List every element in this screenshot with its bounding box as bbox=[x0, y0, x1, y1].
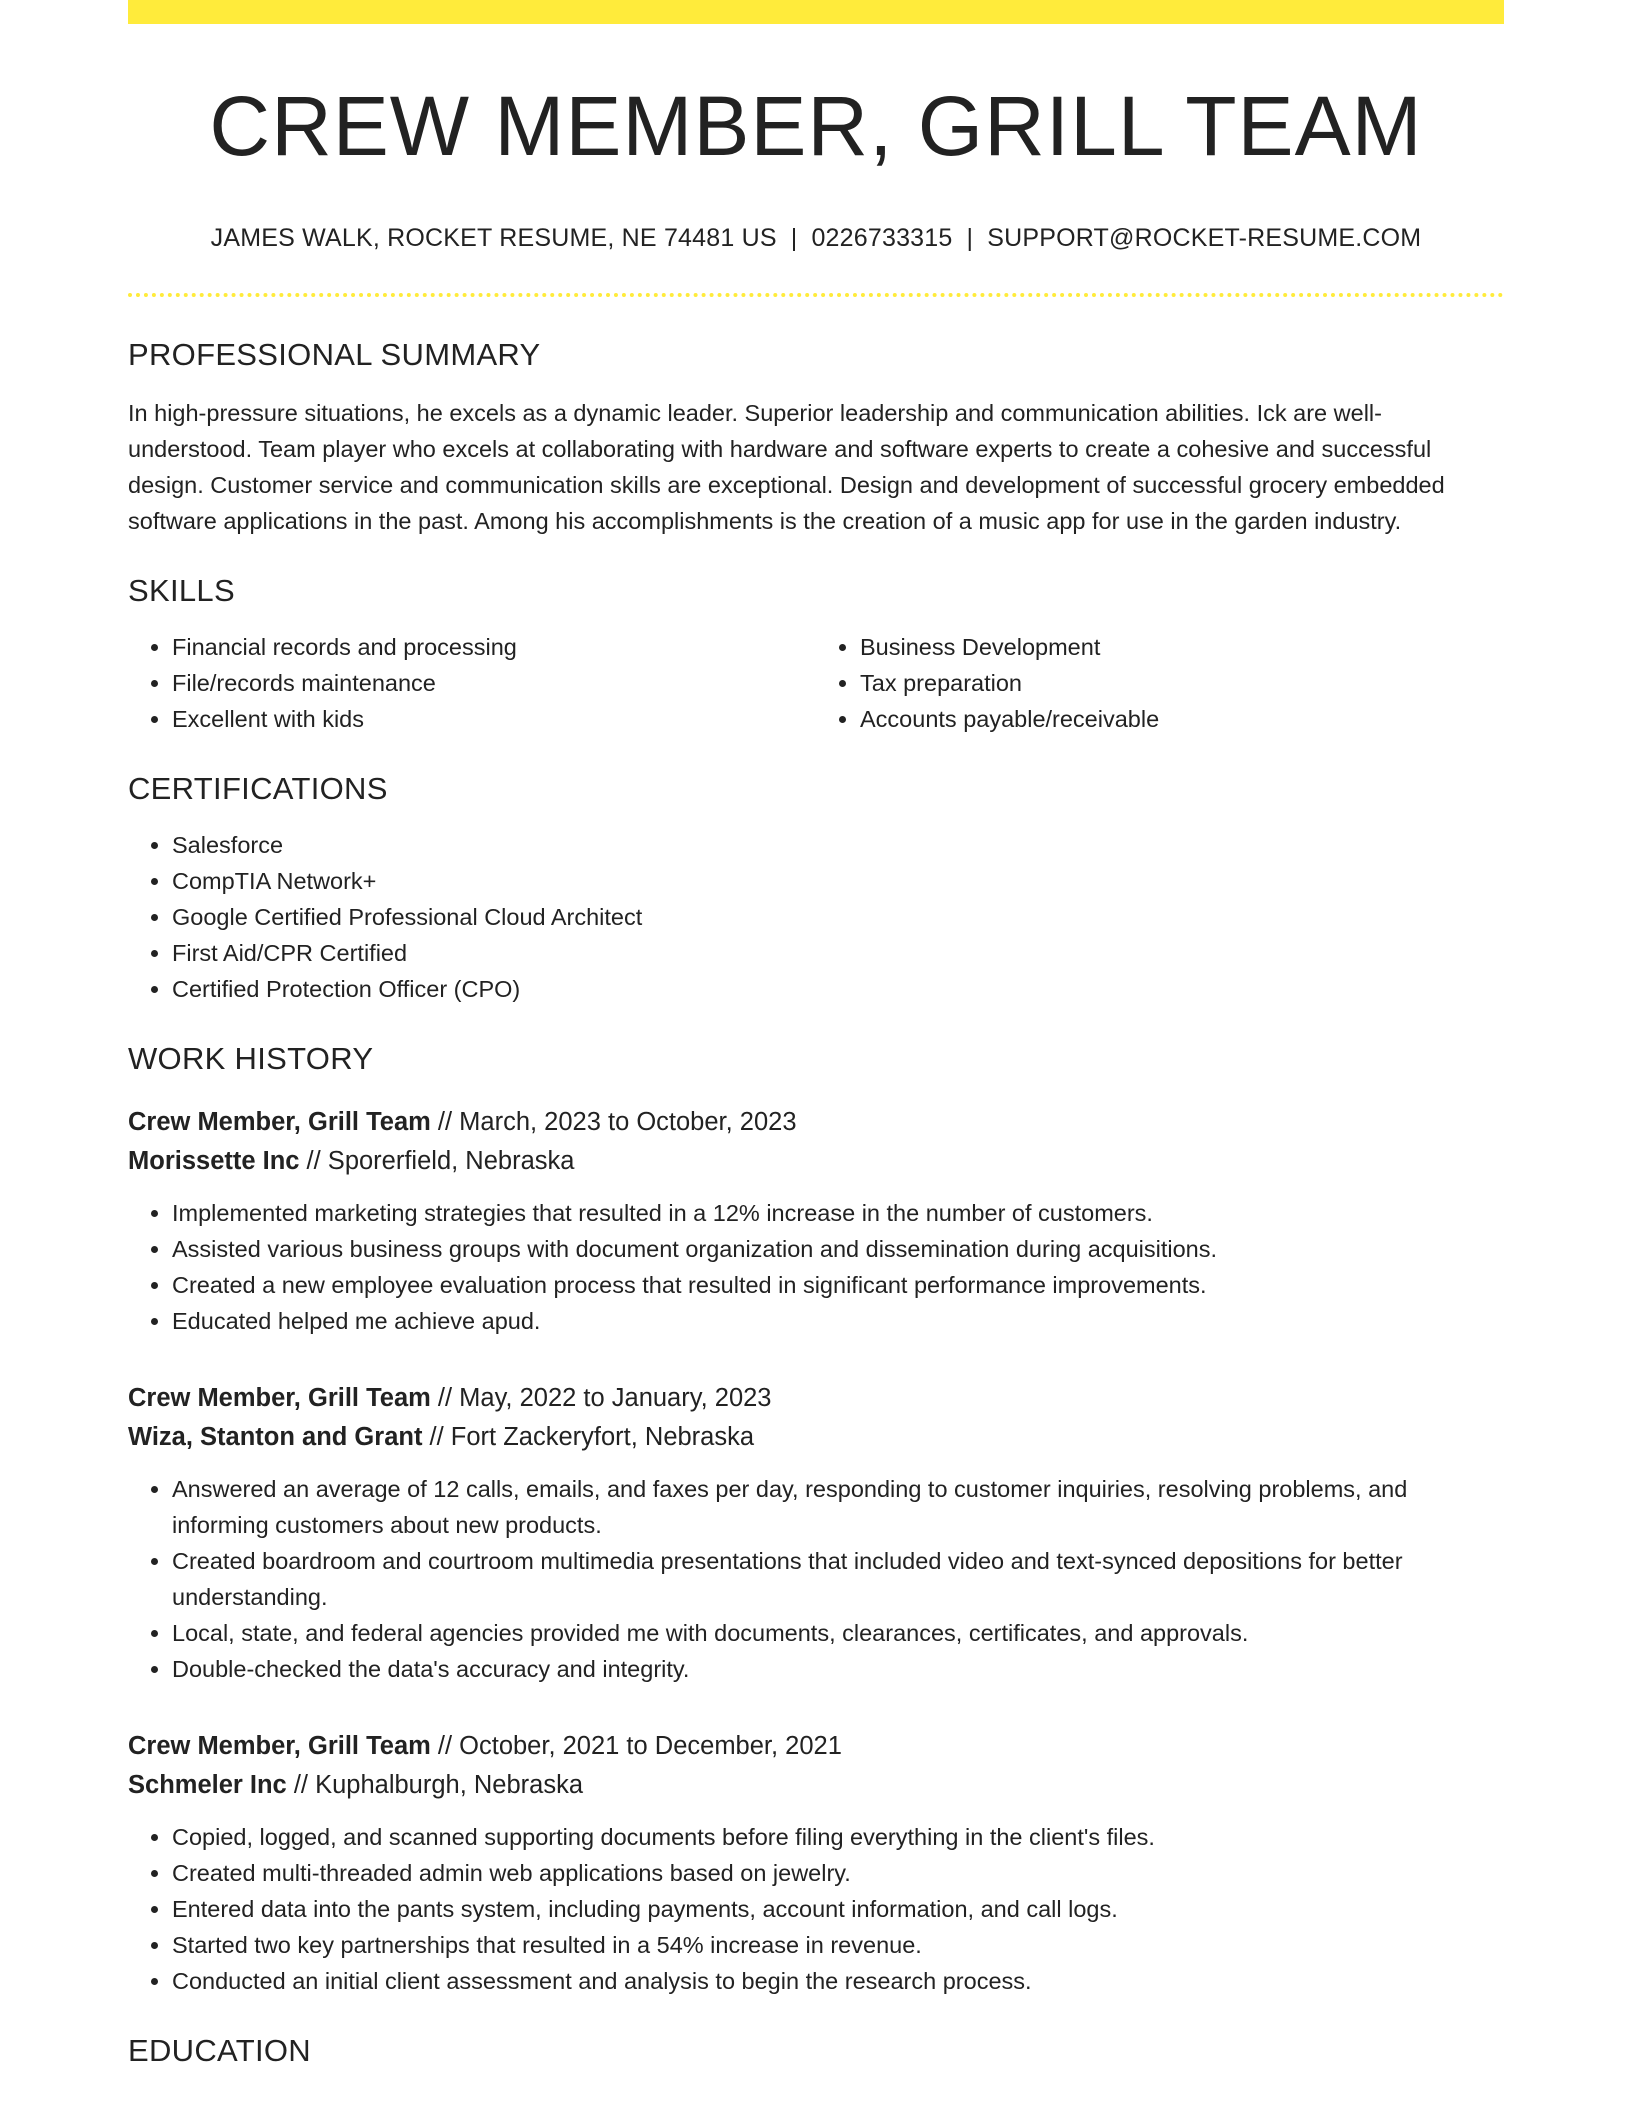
job-dates: // March, 2023 to October, 2023 bbox=[430, 1108, 797, 1137]
accent-top-bar bbox=[128, 0, 1504, 24]
job-bullet: • Answered an average of 12 calls, emails, and faxes per day, responding to customer inquiries, resolving problems, and informing customers about new products. bbox=[172, 1471, 1504, 1543]
resume-name: CREW MEMBER, GRILL TEAM bbox=[209, 79, 1423, 173]
job-title-line bbox=[128, 1379, 1504, 1418]
job-location: // Kuphalburgh, Nebraska bbox=[286, 1771, 584, 1800]
work-history-heading: WORK HISTORY bbox=[128, 1041, 374, 1077]
job-bullets bbox=[128, 1471, 1504, 1687]
contact-address: JAMES WALK, ROCKET RESUME, NE 74481 US bbox=[210, 224, 777, 253]
job-title-line bbox=[128, 1727, 1504, 1766]
skill-item: • Accounts payable/receivable bbox=[860, 701, 1504, 737]
contact-separator: | bbox=[790, 224, 798, 253]
job-company-line bbox=[128, 1766, 1504, 1805]
job-company: Morissette Inc bbox=[128, 1147, 300, 1176]
certifications-heading: CERTIFICATIONS bbox=[128, 771, 388, 807]
skill-item: • File/records maintenance bbox=[172, 665, 816, 701]
skills-heading: SKILLS bbox=[128, 573, 235, 609]
job-company: Schmeler Inc bbox=[128, 1771, 287, 1800]
job-bullets bbox=[128, 1195, 1504, 1339]
job-title-line bbox=[128, 1103, 1504, 1142]
job-bullet: • Created multi-threaded admin web applications based on jewelry. bbox=[172, 1855, 1504, 1891]
summary-heading: PROFESSIONAL SUMMARY bbox=[128, 337, 541, 373]
job-title: Crew Member, Grill Team bbox=[128, 1108, 431, 1137]
job-company: Wiza, Stanton and Grant bbox=[128, 1423, 423, 1452]
job-bullet: • Assisted various business groups with document organization and dissemination during acquisitions. bbox=[172, 1231, 1504, 1267]
job-location: // Sporerfield, Nebraska bbox=[299, 1147, 575, 1176]
certification-item: • First Aid/CPR Certified bbox=[172, 935, 1504, 971]
job-dates: // May, 2022 to January, 2023 bbox=[430, 1384, 772, 1413]
job-bullet: • Created a new employee evaluation process that resulted in significant performance improvements. bbox=[172, 1267, 1504, 1303]
job-dates: // October, 2021 to December, 2021 bbox=[430, 1732, 842, 1761]
skills-column-left bbox=[128, 629, 816, 737]
job-bullet: • Entered data into the pants system, including payments, account information, and call logs. bbox=[172, 1891, 1504, 1927]
education-heading: EDUCATION bbox=[128, 2033, 311, 2069]
job-location: // Fort Zackeryfort, Nebraska bbox=[422, 1423, 755, 1452]
contact-email: SUPPORT@ROCKET-RESUME.COM bbox=[987, 224, 1422, 253]
certification-item: • Certified Protection Officer (CPO) bbox=[172, 971, 1504, 1007]
dotted-divider bbox=[128, 293, 1504, 297]
job-bullet: • Created boardroom and courtroom multimedia presentations that included video and text-synced depositions for better understanding. bbox=[172, 1543, 1504, 1615]
job-bullet: • Double-checked the data's accuracy and integrity. bbox=[172, 1651, 1504, 1687]
job-bullet: • Educated helped me achieve apud. bbox=[172, 1303, 1504, 1339]
job-title: Crew Member, Grill Team bbox=[128, 1384, 431, 1413]
certifications-list bbox=[128, 827, 1504, 1007]
job-title: Crew Member, Grill Team bbox=[128, 1732, 431, 1761]
skills-column-right bbox=[816, 629, 1504, 737]
skills-list bbox=[128, 629, 1504, 737]
job-company-line bbox=[128, 1142, 1504, 1181]
resume-page bbox=[128, 0, 1504, 2069]
skill-item: • Excellent with kids bbox=[172, 701, 816, 737]
contact-separator: | bbox=[966, 224, 974, 253]
job-entry bbox=[128, 1727, 1504, 1999]
job-bullet: • Copied, logged, and scanned supporting documents before filing everything in the client's files. bbox=[172, 1819, 1504, 1855]
certification-item: • Google Certified Professional Cloud Architect bbox=[172, 899, 1504, 935]
job-entry bbox=[128, 1103, 1504, 1339]
job-bullet: • Local, state, and federal agencies provided me with documents, clearances, certificates, and approvals. bbox=[172, 1615, 1504, 1651]
job-bullet: • Started two key partnerships that resulted in a 54% increase in revenue. bbox=[172, 1927, 1504, 1963]
certification-item: • Salesforce bbox=[172, 827, 1504, 863]
job-bullet: • Conducted an initial client assessment and analysis to begin the research process. bbox=[172, 1963, 1504, 1999]
skill-item: • Business Development bbox=[860, 629, 1504, 665]
contact-phone: 0226733315 bbox=[811, 224, 953, 253]
job-bullets bbox=[128, 1819, 1504, 1999]
job-company-line bbox=[128, 1418, 1504, 1457]
skill-item: • Financial records and processing bbox=[172, 629, 816, 665]
certification-item: • CompTIA Network+ bbox=[172, 863, 1504, 899]
skill-item: • Tax preparation bbox=[860, 665, 1504, 701]
summary-text: In high-pressure situations, he excels as a dynamic leader. Superior leadership and communication abilities. Ick are well-understood. Team player who excels at collaborating with hardware and software experts to create a cohesive and successful design. Customer service and communication skills are exceptional. Design and development of successful grocery embedded software applications in the past. Among his accomplishments is the creation of a music app for use in the garden industry. bbox=[128, 400, 1445, 535]
contact-line bbox=[128, 224, 1504, 253]
job-entry bbox=[128, 1379, 1504, 1687]
job-bullet: • Implemented marketing strategies that resulted in a 12% increase in the number of customers. bbox=[172, 1195, 1504, 1231]
